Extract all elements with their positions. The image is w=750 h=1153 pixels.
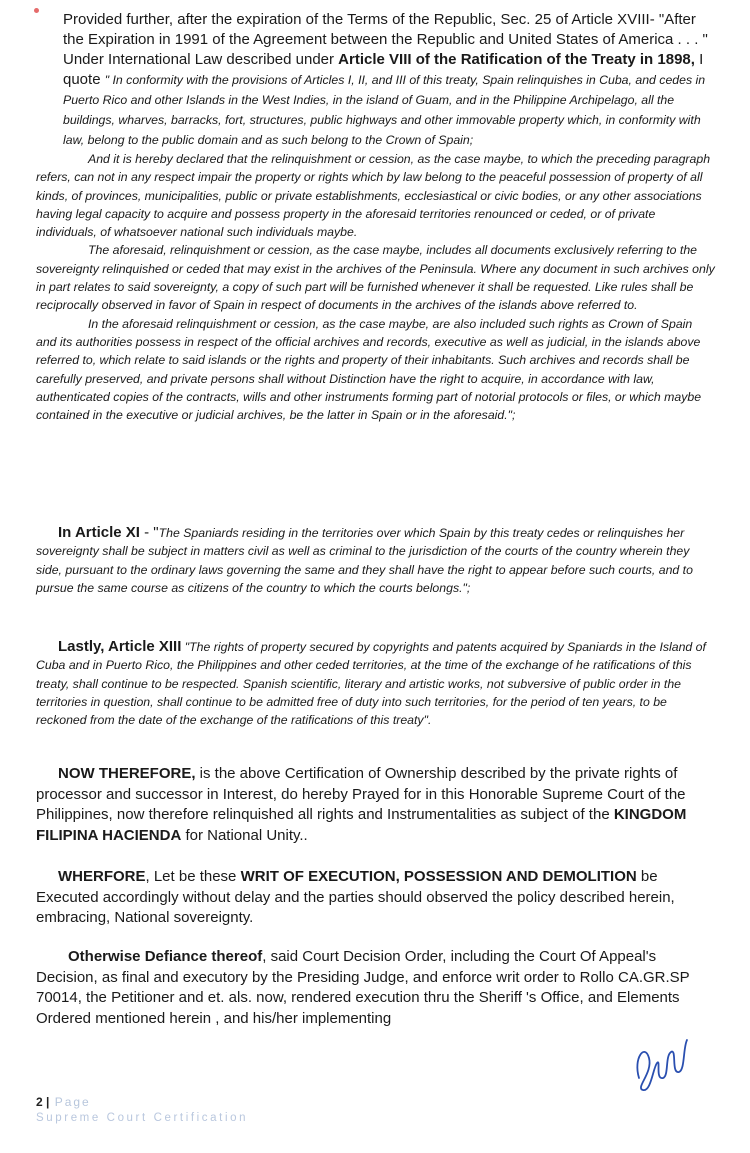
wherefore-text-b: be Executed accordingly without delay and the parties should observed the policy described herein, embracing, National sovereignty. [36,868,675,926]
now-therefore-text-b: for National Unity.. [181,826,308,844]
quote-paragraph-c: The aforesaid, relinquishment or cession, as the case maybe, includes all documents exclusively referring to the sovereignty relinquished or ceded that may exist in the archives of the Peninsula. Where any document in such archives only in part relates to said sovereignty, a copy of such part will be furnished whenever it shall be requested. Like rules shall be reciprocally observed in favor of Spain in respect of documents in the archives of the islands above referred to. [36,243,715,313]
paragraph-now-therefore [36,764,716,846]
paragraph-article-11 [36,524,716,597]
otherwise-text: , said Court Decision Order, including the Court Of Appeal's Decision, as final and executory by the Presiding Judge, and enforce writ order to Rollo CA.GR.SP 70014, the Petitioner and et. als. now, rendered execution thru the Sheriff 's Office, and Elements Ordered mentioned herein , and his/her implementing [36,948,690,1027]
paragraph-wherefore [36,867,716,929]
page-footer [36,1094,248,1126]
intro-quote-word: I quote [63,51,704,88]
intro-lead: Provided further, after the expiration of the Terms of the Republic, Sec. 25 of Article XVIII- "After the Expiration in 1991 of the Agreement between the Republic and United States of America . . . " Under International Law described under [63,11,708,68]
now-therefore-bold: NOW THEREFORE, [58,765,196,782]
intro-text [36,10,716,150]
page-number: 2 | [36,1095,50,1109]
paragraph-otherwise [36,947,716,1029]
paragraph-treaty-intro [36,10,716,424]
article-13-label: Lastly, Article XIII [58,638,182,655]
writ-title: WRIT OF EXECUTION, POSSESSION AND DEMOLITION [240,868,637,885]
wherefore-text-a: , Let be these [145,868,241,885]
article-13-text: "The rights of property secured by copyrights and patents acquired by Spaniards in the Island of Cuba and in Puerto Rico, the Philippines and other ceded territories, at the time of the exchange of he ratifications of this treaty, shall continue to be respected. Spanish scientific, literary and artistic works, not subversive of public order in the territories in question, shall continue to be admitted free of duty into such territories, for the period of ten years, to be reckoned from the date of the exchange of the ratifications of this treaty". [36,640,706,728]
article-11-dash: - " [139,524,159,541]
handwritten-signature [625,1018,695,1098]
quote-paragraph-a: " In conformity with the provisions of Articles I, II, and III of this treaty, Spain relinquishes in Cuba, and cedes in Puerto Rico and other Islands in the West Indies, in the island of Guam, and in the Philippine Archipelago, all the buildings, wharves, barracks, fort, structures, public highways and other immovable property which, in conformity with law, belong to the public domain and as such belong to the Crown of Spain; [63,73,706,147]
wherefore-bold: WHERFORE [58,868,146,885]
intro-bold: Article VIII of the Ratification of the Treaty in 1898, [338,51,695,68]
article-11-label: In Article XI [58,524,140,541]
footer-subtitle: Supreme Court Certification [36,1112,249,1124]
now-therefore-text-a: is the above Certification of Ownership described by the private rights of processor and successor in Interest, do hereby Prayed for in this Honorable Supreme Court of the Philippines, now therefore relinquished all rights and Instrumentalities as subject of the [36,765,686,823]
article-11-text: The Spaniards residing in the territories over which Spain by this treaty cedes or relinquishes her sovereignty shall be subject in matters civil as well as criminal to the jurisdiction of the courts of the country wherein they side, pursuant to the ordinary laws governing the same and they shall have the right to appear before such courts, and to pursue the same course as citizens of the country to which the courts belongs."; [36,526,693,595]
page-word: Page [49,1095,91,1109]
kingdom-name: KINGDOM FILIPINA HACIENDA [36,806,687,844]
quote-paragraph-d: In the aforesaid relinquishment or cession, as the case maybe, are also included such rights as Crown of Spain and its authorities possess in respect of the official archives and records, executive as well as judicial, in the islands above referred to, which relate to said islands or the rights and property of their inhabitants. Such archives and records shall be carefully preserved, and private persons shall without Distinction have the right to acquire, in accordance with law, authenticated copies of the contracts, wills and other instruments forming part of notorial protocols or files, or which maybe contained in the executive or judicial archives, be the latter in Spain or in the aforesaid."; [36,316,702,423]
otherwise-bold: Otherwise Defiance thereof [68,948,263,965]
quote-paragraph-b: And it is hereby declared that the relinquishment or cession, as the case maybe, to which the preceding paragraph refers, can not in any respect impair the property or rights which by law belong to the peaceful possession of property of all kinds, of provinces, municipalities, public or private establishments, ecclesiastical or civic bodies, or any other associations having legal capacity to acquire and possess property in the aforesaid territories renounced or ceded, or of private individuals, of whatsoever national such individuals maybe. [36,152,711,240]
paragraph-article-13 [36,638,716,729]
